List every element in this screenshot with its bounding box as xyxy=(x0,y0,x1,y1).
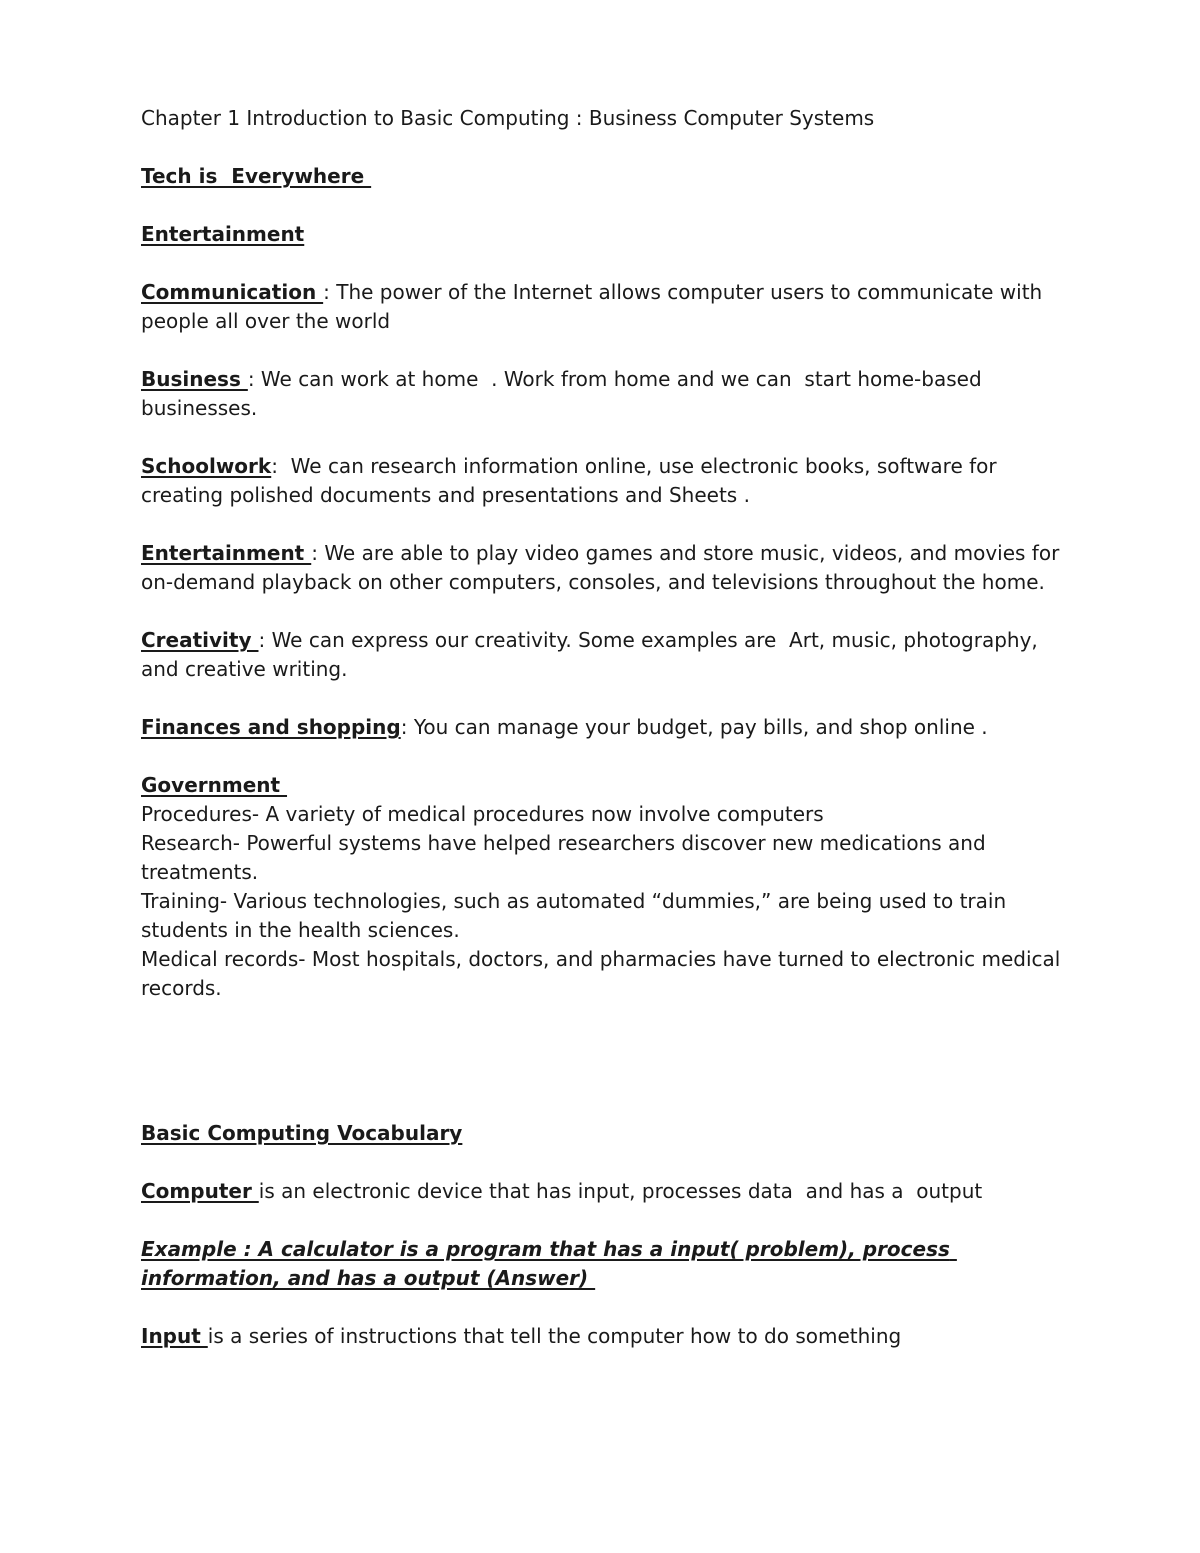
finances-paragraph xyxy=(141,713,1071,742)
input-text: is a series of instructions that tell the computer how to do something xyxy=(207,1324,902,1348)
computer-text: is an electronic device that has input, processes data and has a output xyxy=(258,1179,983,1203)
entertainment-heading: Entertainment xyxy=(141,222,305,246)
computer-term: Computer xyxy=(141,1179,259,1203)
government-training: Training- Various technologies, such as automated “dummies,” are being used to train students in the health sciences. xyxy=(141,889,1013,942)
document-page xyxy=(141,104,1071,1351)
entertainment-paragraph xyxy=(141,539,1071,597)
input-paragraph xyxy=(141,1322,1071,1351)
schoolwork-paragraph xyxy=(141,452,1071,510)
communication-text: : The power of the Internet allows computer users to communicate with people all over the world xyxy=(141,280,1049,333)
schoolwork-term: Schoolwork xyxy=(141,454,272,478)
business-text: : We can work at home . Work from home and we can start home-based businesses. xyxy=(141,367,989,420)
entertainment-term: Entertainment xyxy=(141,541,312,565)
communication-paragraph xyxy=(141,278,1071,336)
government-research: Research- Powerful systems have helped researchers discover new medications and treatments. xyxy=(141,831,993,884)
vocabulary-heading: Basic Computing Vocabulary xyxy=(141,1121,463,1145)
government-procedures: Procedures- A variety of medical procedures now involve computers xyxy=(141,802,824,826)
creativity-paragraph xyxy=(141,626,1071,684)
creativity-term: Creativity xyxy=(141,628,259,652)
schoolwork-text: : We can research information online, use electronic books, software for creating polished documents and presentations and Sheets . xyxy=(141,454,1003,507)
creativity-text: : We can express our creativity. Some examples are Art, music, photography, and creative writing. xyxy=(141,628,1045,681)
communication-term: Communication xyxy=(141,280,324,304)
calculator-example: Example : A calculator is a program that has a input( problem), process information, and has a output (Answer) xyxy=(141,1237,957,1290)
document-title: Chapter 1 Introduction to Basic Computing : Business Computer Systems xyxy=(141,106,875,130)
business-term: Business xyxy=(141,367,248,391)
business-paragraph xyxy=(141,365,1071,423)
government-heading: Government xyxy=(141,773,288,797)
computer-paragraph xyxy=(141,1177,1071,1206)
input-term: Input xyxy=(141,1324,208,1348)
finances-text: : You can manage your budget, pay bills, and shop online . xyxy=(400,715,988,739)
finances-term: Finances and shopping xyxy=(141,715,401,739)
entertainment-text: : We are able to play video games and store music, videos, and movies for on-demand playback on other computers, consoles, and televisions throughout the home. xyxy=(141,541,1066,594)
tech-everywhere-heading: Tech is Everywhere xyxy=(141,164,372,188)
government-medical-records: Medical records- Most hospitals, doctors, and pharmacies have turned to electronic medical records. xyxy=(141,947,1067,1000)
